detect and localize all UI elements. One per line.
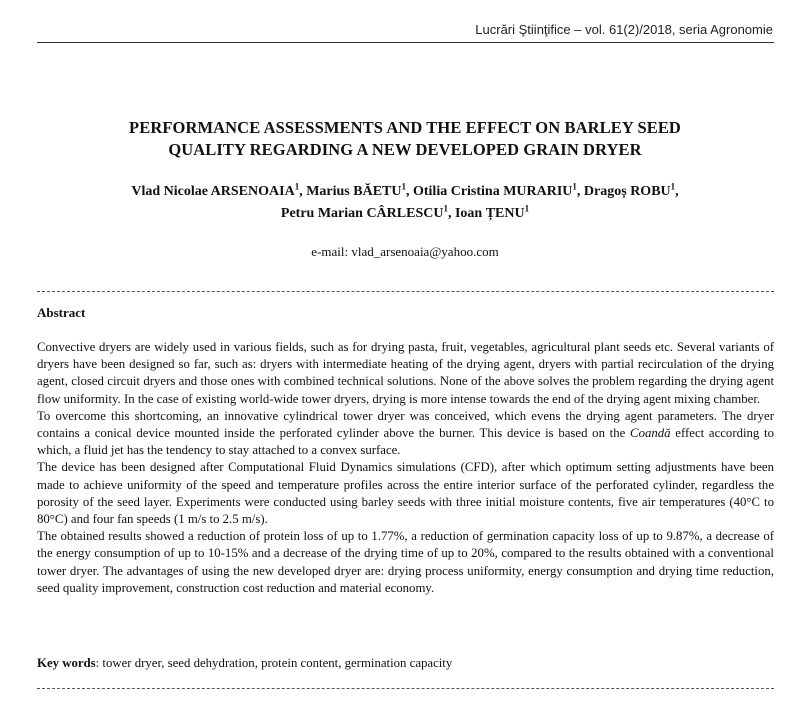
section-divider [37,688,774,689]
author-separator: , [405,184,413,199]
abstract-italic-term: Coandă [630,426,671,441]
keywords [37,656,774,671]
author-line-2 [40,203,770,225]
author-affiliation: 1 [401,181,406,192]
author-affiliation: 1 [443,203,448,214]
author-name: Ioan ȚENU [454,206,525,221]
author-name: Marius BĂETU [306,184,402,199]
author-name: Petru Marian CÂRLESCU [280,206,444,221]
keywords-label: Key words [37,656,96,670]
abstract-text: effect according to which, a fluid jet has the tendency to stay attached to a convex surface. [37,426,775,458]
abstract-heading: Abstract [37,305,86,320]
author-name: Vlad Nicolae ARSENOAIA [131,184,295,199]
author-separator: , [576,184,584,199]
section-divider [37,291,774,292]
author-email: e-mail: vlad_arsenoaia@yahoo.com [311,244,499,259]
abstract-paragraph: Convective dryers are widely used in various fields, such as for drying pasta, fruit, vegetables, agricultural plant seeds etc. Several variants of dryers have been designed so far, such as: dryers with intermediate heating of the drying agent, dryers with partial recirculation of the drying agent, closed circuit dryers and those ones with combined technical solutions. None of the above solves the problem regarding the drying agent flow uniformity. In the case of existing world-wide tower dryers, drying is more intense towards the end of the drying agent mixing chamber. [37,340,774,406]
abstract-paragraph: The obtained results showed a reduction of protein loss of up to 1.77%, a reduction of germination capacity loss of up to 9.87%, a decrease of the energy consumption of up to 10-15% and a decrease of the drying time of up to 20%, compared to the results obtained with a conventional tower dryer. The advantages of using the new developed dryer are: drying process uniformity, energy consumption and drying time reduction, seed quality improvement, construction cost reduction and material economy. [37,529,774,595]
title-line-1: PERFORMANCE ASSESSMENTS AND THE EFFECT ON BARLEY SEED [129,118,681,137]
author-line-1 [40,181,770,203]
title-line-2: QUALITY REGARDING A NEW DEVELOPED GRAIN DRYER [168,140,642,159]
abstract-paragraph [37,408,774,460]
journal-header: Lucrări Ştiinţifice – vol. 61(2)/2018, seria Agronomie [475,22,773,37]
paper-title [40,117,770,161]
author-name: Dragoș ROBU [583,184,671,199]
abstract-body [37,339,774,597]
author-affiliation: 1 [524,203,530,214]
abstract-paragraph: The device has been designed after Computational Fluid Dynamics simulations (CFD), after which optimum setting adjustments have been made to achieve uniformity of the speed and temperature profiles across the entire interior surface of the perforated cylinder, regardless the porosity of the seed layer. Experiments were conducted using barley seeds with three initial moisture contents, five air temperatures (40°C to 80°C) and four fan speeds (1 m/s to 2.5 m/s). [37,460,774,527]
author-separator: , [447,206,455,221]
header-rule [37,42,774,43]
keywords-text: : tower dryer, seed dehydration, protein content, germination capacity [95,656,453,670]
author-list [40,181,770,225]
author-separator: , [675,184,679,199]
author-name: Otilia Cristina MURARIU [412,184,573,199]
author-affiliation: 1 [572,181,577,192]
author-separator: , [299,184,307,199]
author-affiliation: 1 [294,181,300,192]
abstract-text: To overcome this shortcoming, an innovative cylindrical tower dryer was conceived, which evens the drying agent parameters. The dryer contains a conical device mounted inside the perforated cylinder above the burner. This device is based on the [37,408,774,441]
author-affiliation: 1 [670,181,676,192]
